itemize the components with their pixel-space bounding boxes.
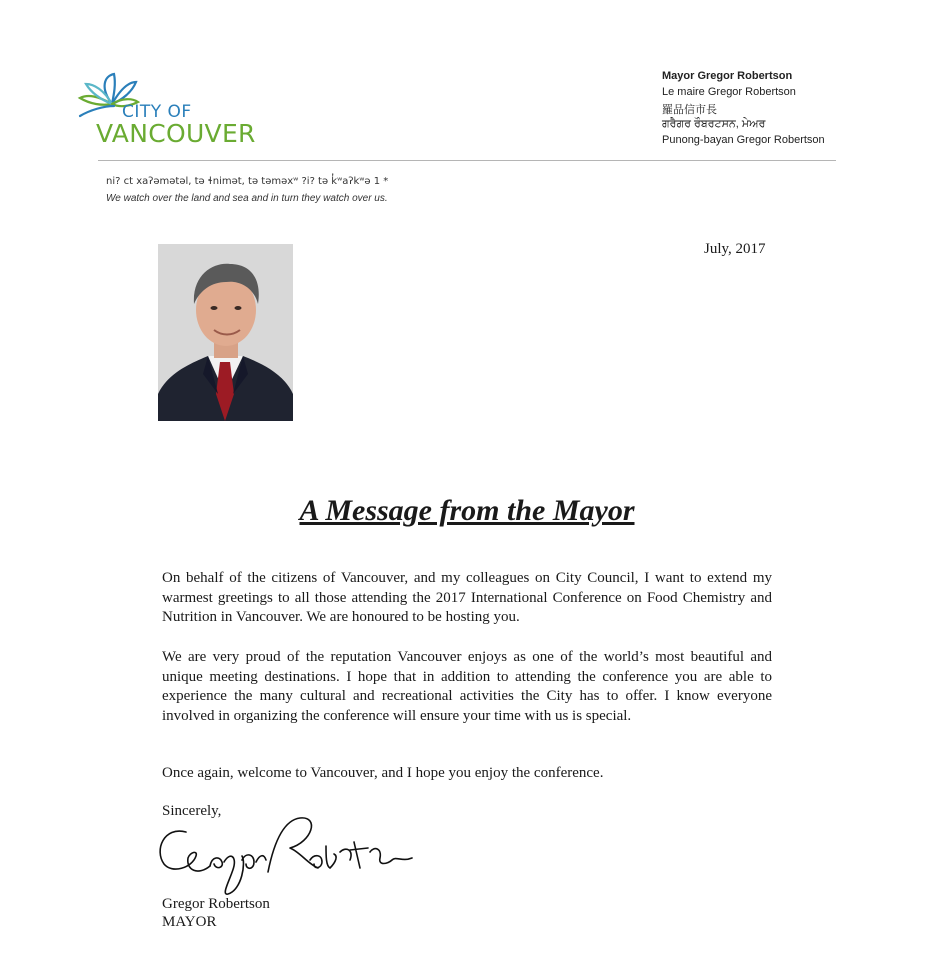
signer-name: Gregor Robertson <box>162 896 270 912</box>
letter-paragraph-2: We are very proud of the reputation Vancouver enjoys as one of the world’s most beautiful and unique meeting destinations. I hope that in addition to attending the conference you are able to experience the many cultural and recreational activities the City has to offer. I know everyone involved in organizing the conference will ensure your time with us is special. <box>162 649 772 724</box>
letter-date: July, 2017 <box>704 241 766 257</box>
header-mayor-pa: ਗਰੈਗਰ ਰੌਬਰਟਸਨ, ਮੇਅਰ <box>662 118 766 130</box>
header-mayor-zh: 羅品信市長 <box>662 104 717 116</box>
letter-title: A Message from the Mayor <box>299 494 635 527</box>
letter-paragraph-1: On behalf of the citizens of Vancouver, and my colleagues on City Council, I want to extend my warmest greetings to all those attending the 2017 International Conference on Food Chemistry and Nutrition in Vancouver. We are honoured to be hosting you. <box>162 570 772 625</box>
header-mayor-tl: Punong-bayan Gregor Robertson <box>662 134 825 146</box>
motto-indigenous: ni? ct xaʔəmətəl, tə ɬnimət, tə təməxʷ ?i? tə k̓ʷaʔkʷə 1 * <box>106 176 389 187</box>
signer-title: MAYOR <box>162 914 217 930</box>
header-mayor-fr: Le maire Gregor Robertson <box>662 86 796 98</box>
header-divider <box>98 160 836 161</box>
logo-line-city-of: CITY OF <box>122 102 192 122</box>
mayor-portrait-photo <box>158 244 293 421</box>
motto-english: We watch over the land and sea and in turn they watch over us. <box>106 193 388 204</box>
header-mayor-en: Mayor Gregor Robertson <box>662 70 793 82</box>
letter-paragraph-3: Once again, welcome to Vancouver, and I hope you enjoy the conference. <box>162 765 604 781</box>
handwritten-signature <box>150 812 420 897</box>
logo-line-vancouver: VANCOUVER <box>96 119 256 148</box>
letter-closing: Sincerely, <box>162 803 222 819</box>
